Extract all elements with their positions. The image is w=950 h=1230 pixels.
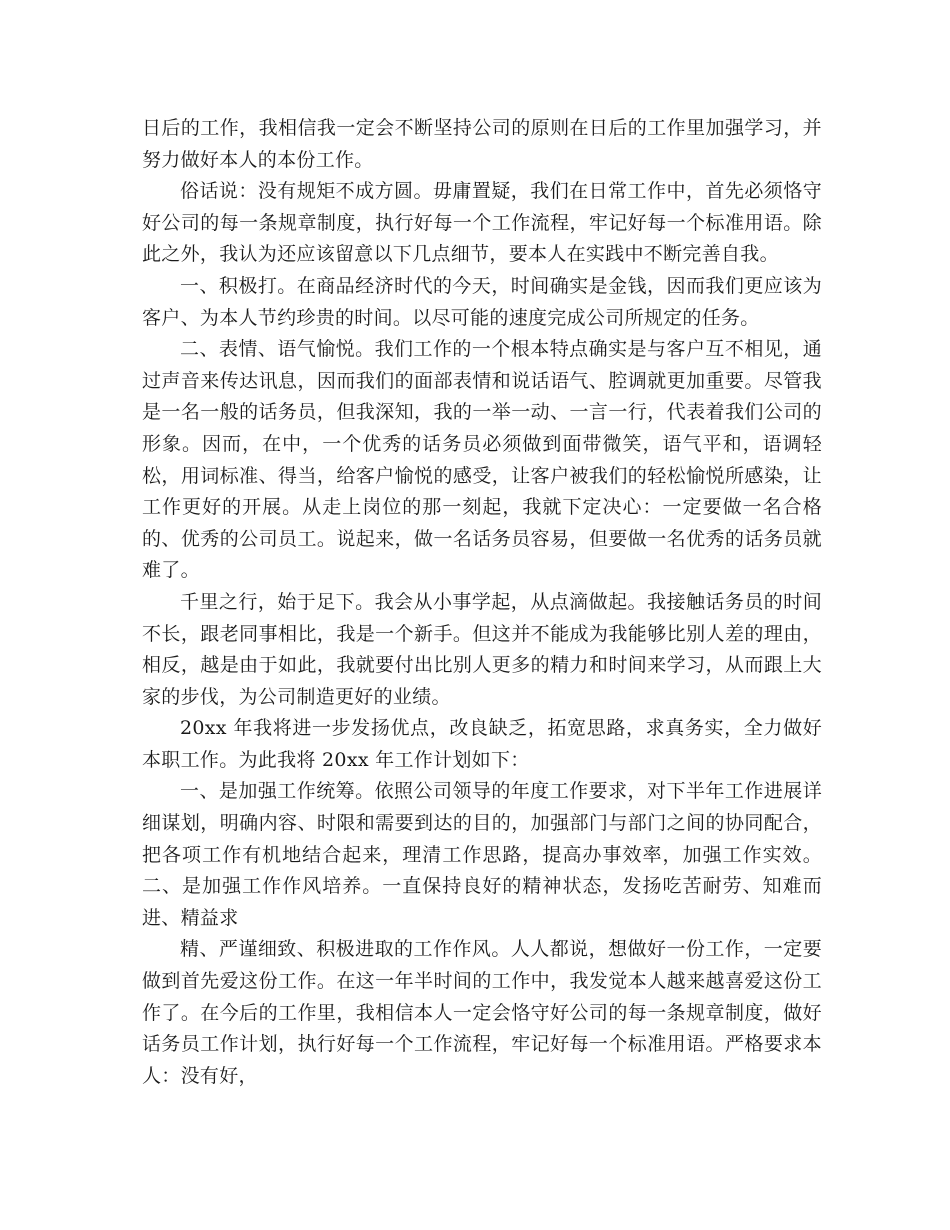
paragraph-7: 一、是加强工作统筹。依照公司领导的年度工作要求，对下半年工作进展详细谋划，明确内容、时限和需要到达的目的，加强部门与部门之间的协同配合，把各项工作有机地结合起来，理清工作思路，提高办事效率，加强工作实效。二、是加强工作作风培养。一直保持良好的精神状态，发扬吃苦耐劳、知难而进、精益求: [142, 780, 822, 929]
paragraph-3: 一、积极打。在商品经济时代的今天，时间确实是金钱，因而我们更应该为客户、为本人节约珍贵的时间。以尽可能的速度完成公司所规定的任务。: [142, 274, 822, 329]
paragraph-6: 20xx 年我将进一步发扬优点，改良缺乏，拓宽思路，求真务实，全力做好本职工作。为此我将 20xx 年工作计划如下：: [142, 717, 822, 771]
paragraph-4: 二、表情、语气愉悦。我们工作的一个根本特点确实是与客户互不相见，通过声音来传达讯息，因而我们的面部表情和说话语气、腔调就更加重要。尽管我是一名一般的话务员，但我深知，我的一举一动、一言一行，代表着我们公司的形象。因而，在中，一个优秀的话务员必须做到面带微笑，语气平和，语调轻松，用词标准、得当，给客户愉悦的感受，让客户被我们的轻松愉悦所感染，让工作更好的开展。从走上岗位的那一刻起，我就下定决心：一定要做一名合格的、优秀的公司员工。说起来，做一名话务员容易，但要做一名优秀的话务员就难了。: [142, 338, 822, 582]
paragraph-1: 日后的工作，我相信我一定会不断坚持公司的原则在日后的工作里加强学习，并努力做好本人的本份工作。: [142, 117, 822, 171]
paragraph-8: 精、严谨细致、积极进取的工作作风。人人都说，想做好一份工作，一定要做到首先爱这份工作。在这一年半时间的工作中，我发觉本人越来越喜爱这份工作了。在今后的工作里，我相信本人一定会恪守好公司的每一条规章制度，做好话务员工作计划，执行好每一个工作流程，牢记好每一个标准用语。严格要求本人：没有好，: [142, 938, 822, 1087]
document-page: [142, 113, 822, 1092]
paragraph-2: 俗话说：没有规矩不成方圆。毋庸置疑，我们在日常工作中，首先必须恪守好公司的每一条规章制度，执行好每一个工作流程，牢记好每一个标准用语。除此之外，我认为还应该留意以下几点细节，要本人在实践中不断完善自我。: [142, 180, 822, 266]
paragraph-5: 千里之行，始于足下。我会从小事学起，从点滴做起。我接触话务员的时间不长，跟老同事相比，我是一个新手。但这并不能成为我能够比别人差的理由，相反，越是由于如此，我就要付出比别人更多的精力和时间来学习，从而跟上大家的步伐，为公司制造更好的业绩。: [142, 590, 822, 708]
